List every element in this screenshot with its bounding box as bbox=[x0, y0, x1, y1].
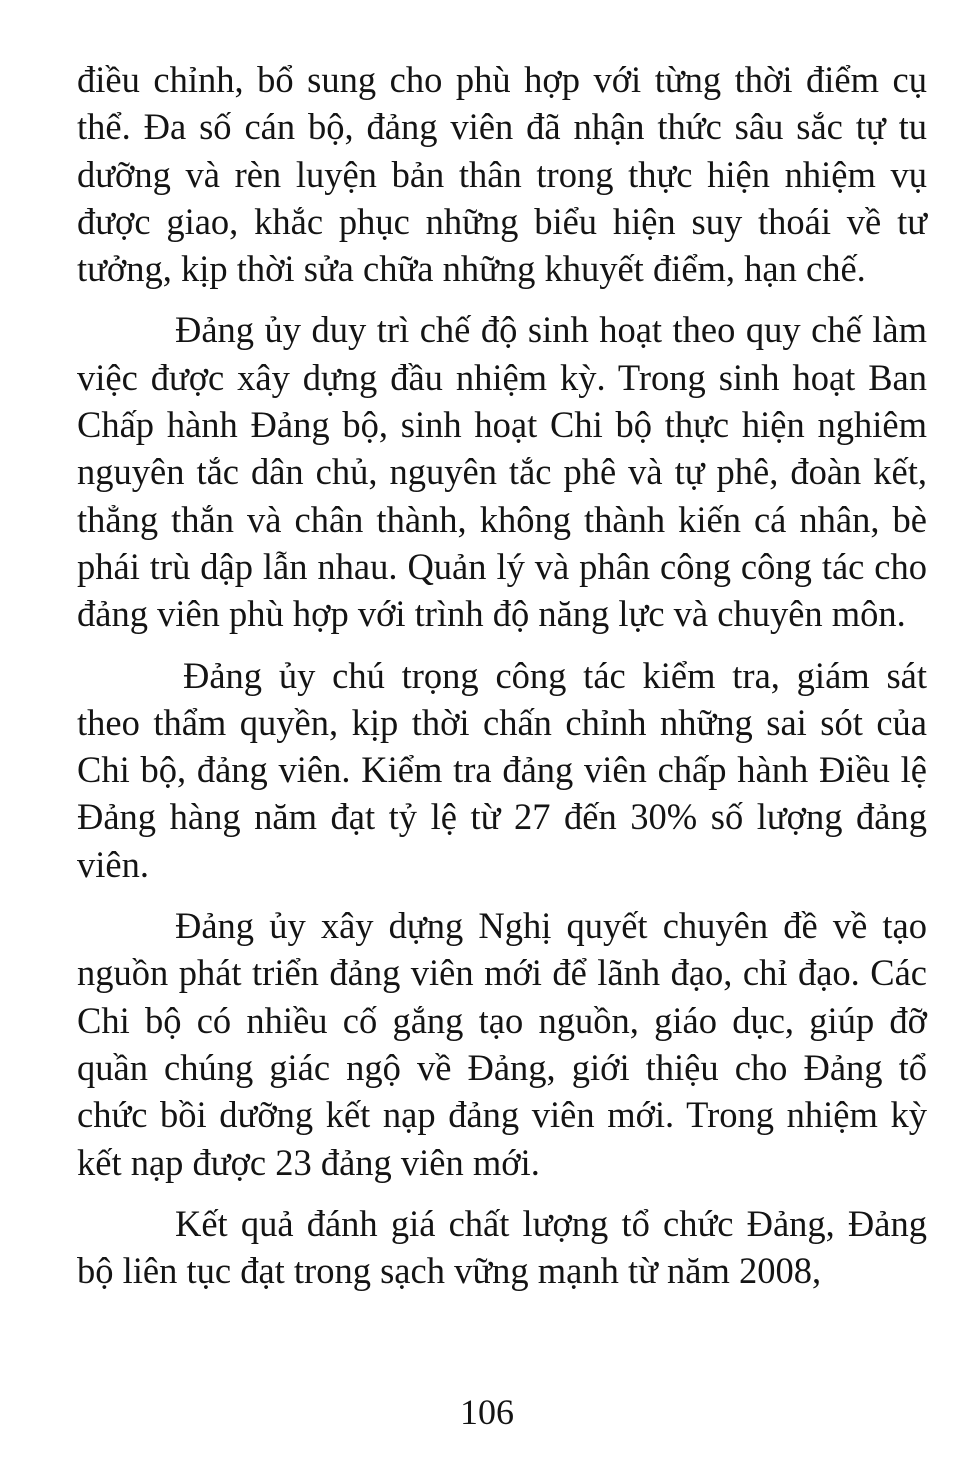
page-number: 106 bbox=[460, 1392, 514, 1432]
paragraph-5: Kết quả đánh giá chất lượng tổ chức Đảng, Đảng bộ liên tục đạt trong sạch vững mạnh từ năm 2008, bbox=[77, 1202, 927, 1292]
paragraph-4: Đảng ủy xây dựng Nghị quyết chuyên đề về tạo nguồn phát triển đảng viên mới để lãnh đạo, chỉ đạo. Các Chi bộ có nhiều cố gắng tạo nguồn, giáo dục, giúp đỡ quần chúng giác ngộ về Đảng, giới thiệu cho Đảng tổ chức bồi dưỡng kết nạp đảng viên mới. Trong nhiệm kỳ kết nạp được 23 đảng viên mới. bbox=[77, 905, 927, 1183]
page-body bbox=[77, 56, 927, 1308]
paragraph-2: Đảng ủy duy trì chế độ sinh hoạt theo quy chế làm việc được xây dựng đầu nhiệm kỳ. Trong sinh hoạt Ban Chấp hành Đảng bộ, sinh hoạt Chi bộ thực hiện nghiêm nguyên tắc dân chủ, nguyên tắc phê và tự phê, đoàn kết, thẳng thắn và chân thành, không thành kiến cá nhân, bè phái trù dập lẫn nhau. Quản lý và phân công công tác cho đảng viên phù hợp với trình độ năng lực và chuyên môn. bbox=[77, 309, 927, 635]
paragraph-3: Đảng ủy chú trọng công tác kiểm tra, giám sát theo thẩm quyền, kịp thời chấn chỉnh những sai sót của Chi bộ, đảng viên. Kiểm tra đảng viên chấp hành Điều lệ Đảng hàng năm đạt tỷ lệ từ 27 đến 30% số lượng đảng viên. bbox=[77, 654, 927, 885]
paragraph-1: điều chỉnh, bổ sung cho phù hợp với từng thời điểm cụ thể. Đa số cán bộ, đảng viên đã nhận thức sâu sắc tự tu dưỡng và rèn luyện bản thân trong thực hiện nhiệm vụ được giao, khắc phục những biểu hiện suy thoái về tư tưởng, kịp thời sửa chữa những khuyết điểm, hạn chế. bbox=[77, 59, 927, 290]
